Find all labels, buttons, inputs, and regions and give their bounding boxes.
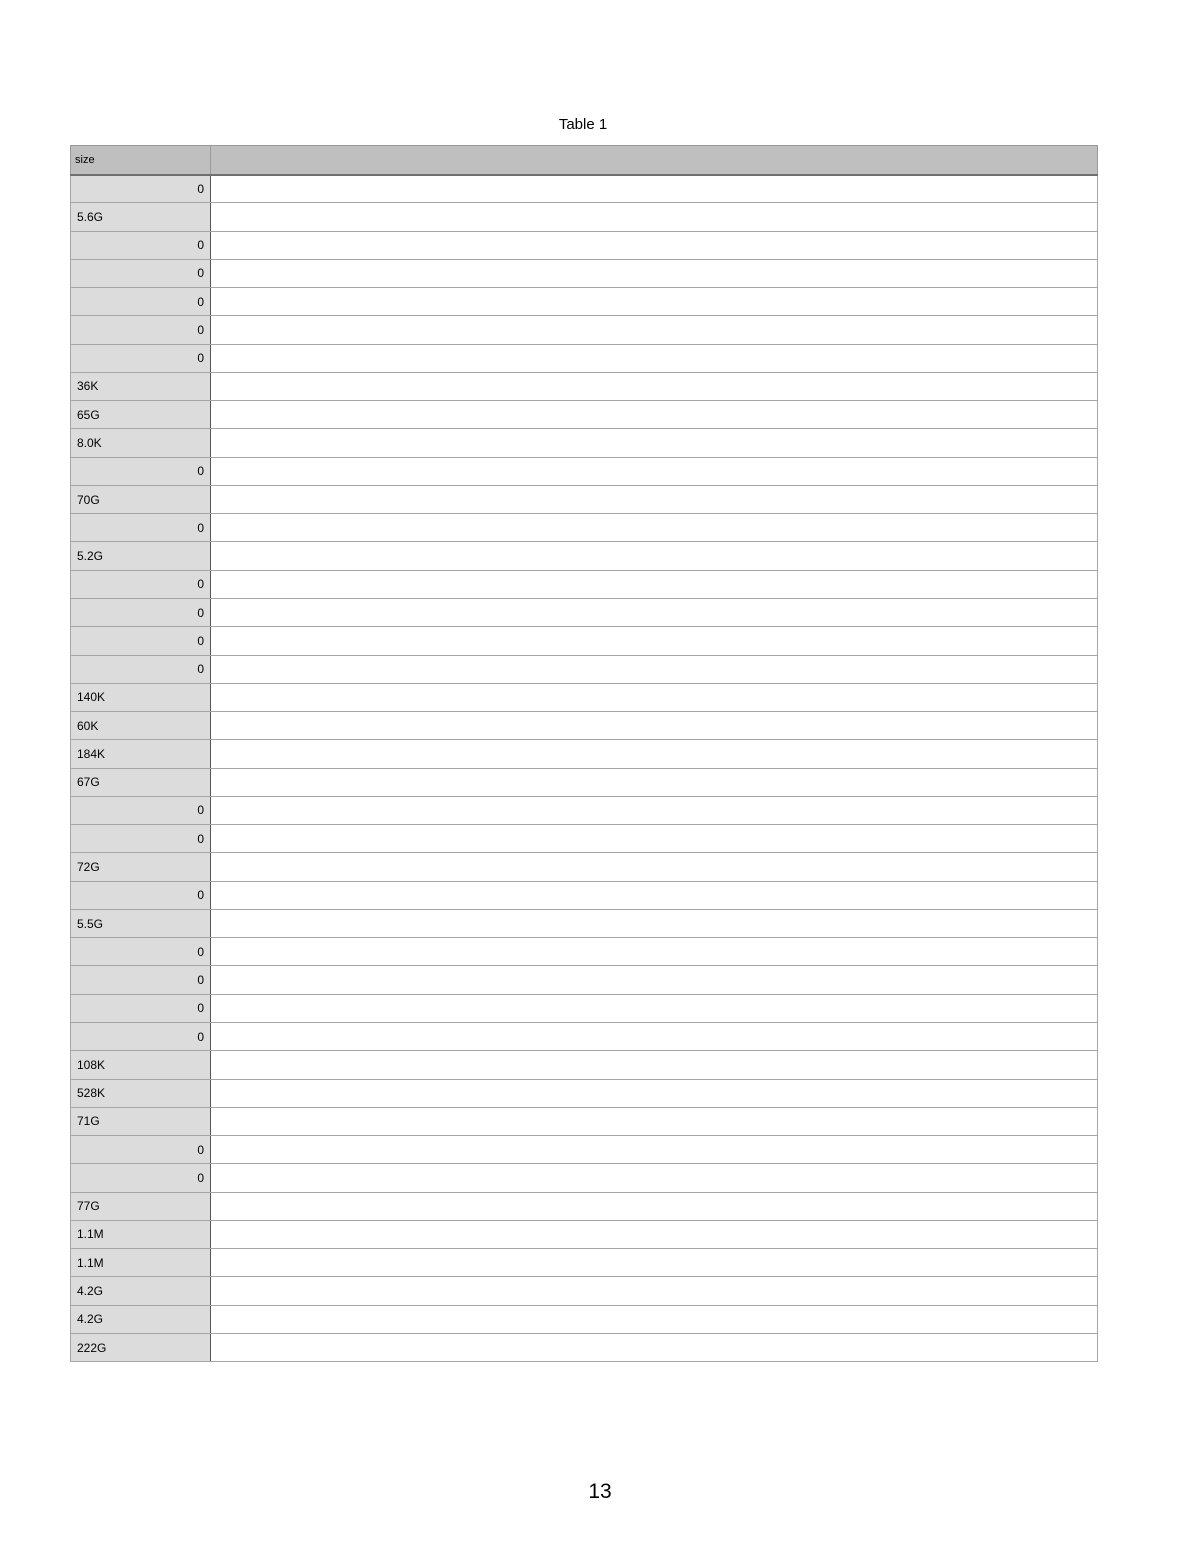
table-row [71, 994, 1098, 1022]
empty-cell [211, 288, 1098, 316]
table-row [71, 1192, 1098, 1220]
empty-cell [211, 627, 1098, 655]
empty-cell [211, 1305, 1098, 1333]
empty-cell [211, 966, 1098, 994]
table-row [71, 966, 1098, 994]
size-cell: 77G [71, 1192, 211, 1220]
empty-cell [211, 1333, 1098, 1361]
empty-cell [211, 1220, 1098, 1248]
table-row [71, 909, 1098, 937]
empty-cell [211, 1277, 1098, 1305]
empty-cell [211, 853, 1098, 881]
empty-cell [211, 372, 1098, 400]
empty-cell [211, 259, 1098, 287]
table-row [71, 683, 1098, 711]
size-cell: 0 [71, 514, 211, 542]
size-cell: 0 [71, 457, 211, 485]
table-row [71, 1333, 1098, 1361]
empty-cell [211, 909, 1098, 937]
empty-cell [211, 825, 1098, 853]
table-row [71, 1136, 1098, 1164]
table-row [71, 203, 1098, 231]
empty-cell [211, 175, 1098, 203]
table-row [71, 259, 1098, 287]
table-row [71, 1107, 1098, 1135]
size-cell: 71G [71, 1107, 211, 1135]
table-row [71, 1277, 1098, 1305]
empty-cell [211, 598, 1098, 626]
size-cell: 0 [71, 938, 211, 966]
empty-cell [211, 1136, 1098, 1164]
header-size: size [71, 146, 211, 175]
empty-cell [211, 740, 1098, 768]
table-row [71, 938, 1098, 966]
empty-cell [211, 712, 1098, 740]
empty-cell [211, 231, 1098, 259]
table-row [71, 712, 1098, 740]
size-cell: 0 [71, 344, 211, 372]
size-cell: 0 [71, 598, 211, 626]
size-cell: 0 [71, 796, 211, 824]
size-cell: 0 [71, 259, 211, 287]
size-cell: 5.5G [71, 909, 211, 937]
size-cell: 0 [71, 825, 211, 853]
table-row [71, 457, 1098, 485]
table-row [71, 429, 1098, 457]
size-cell: 0 [71, 627, 211, 655]
table-body [71, 175, 1098, 1362]
table-row [71, 825, 1098, 853]
size-cell: 0 [71, 288, 211, 316]
table-row [71, 655, 1098, 683]
table-row [71, 1022, 1098, 1050]
table-row [71, 316, 1098, 344]
size-cell: 0 [71, 175, 211, 203]
size-cell: 1.1M [71, 1249, 211, 1277]
size-cell: 0 [71, 966, 211, 994]
empty-cell [211, 401, 1098, 429]
table-row [71, 1079, 1098, 1107]
empty-cell [211, 344, 1098, 372]
table-row [71, 514, 1098, 542]
size-cell: 222G [71, 1333, 211, 1361]
table-header-row [71, 146, 1098, 175]
size-cell: 5.2G [71, 542, 211, 570]
table-row [71, 1249, 1098, 1277]
table-row [71, 1220, 1098, 1248]
empty-cell [211, 1022, 1098, 1050]
table-row [71, 796, 1098, 824]
table-row [71, 231, 1098, 259]
empty-cell [211, 1051, 1098, 1079]
size-cell: 4.2G [71, 1277, 211, 1305]
table-row [71, 1305, 1098, 1333]
table-row [71, 401, 1098, 429]
size-table [70, 145, 1098, 1362]
table-row [71, 627, 1098, 655]
size-cell: 184K [71, 740, 211, 768]
size-cell: 4.2G [71, 1305, 211, 1333]
size-cell: 0 [71, 1022, 211, 1050]
table-row [71, 740, 1098, 768]
empty-cell [211, 768, 1098, 796]
table-row [71, 598, 1098, 626]
empty-cell [211, 881, 1098, 909]
table-row [71, 853, 1098, 881]
empty-cell [211, 203, 1098, 231]
empty-cell [211, 570, 1098, 598]
empty-cell [211, 683, 1098, 711]
header-blank [211, 146, 1098, 175]
size-cell: 60K [71, 712, 211, 740]
table-row [71, 570, 1098, 598]
size-cell: 5.6G [71, 203, 211, 231]
size-cell: 0 [71, 1136, 211, 1164]
size-cell: 0 [71, 231, 211, 259]
empty-cell [211, 1164, 1098, 1192]
table-row [71, 542, 1098, 570]
empty-cell [211, 994, 1098, 1022]
table-row [71, 288, 1098, 316]
size-cell: 1.1M [71, 1220, 211, 1248]
size-cell: 0 [71, 655, 211, 683]
empty-cell [211, 429, 1098, 457]
empty-cell [211, 1192, 1098, 1220]
table-row [71, 1164, 1098, 1192]
empty-cell [211, 1249, 1098, 1277]
size-cell: 67G [71, 768, 211, 796]
size-cell: 108K [71, 1051, 211, 1079]
empty-cell [211, 485, 1098, 513]
table-row [71, 485, 1098, 513]
page-number: 13 [588, 1480, 612, 1503]
table-row [71, 175, 1098, 203]
table-row [71, 372, 1098, 400]
size-cell: 36K [71, 372, 211, 400]
empty-cell [211, 938, 1098, 966]
size-cell: 70G [71, 485, 211, 513]
empty-cell [211, 655, 1098, 683]
empty-cell [211, 316, 1098, 344]
table-row [71, 1051, 1098, 1079]
size-cell: 0 [71, 881, 211, 909]
table-title: Table 1 [558, 116, 608, 133]
empty-cell [211, 796, 1098, 824]
empty-cell [211, 542, 1098, 570]
size-cell: 65G [71, 401, 211, 429]
empty-cell [211, 457, 1098, 485]
empty-cell [211, 1079, 1098, 1107]
size-cell: 140K [71, 683, 211, 711]
size-cell: 0 [71, 316, 211, 344]
size-cell: 0 [71, 570, 211, 598]
table-row [71, 344, 1098, 372]
size-cell: 0 [71, 1164, 211, 1192]
empty-cell [211, 514, 1098, 542]
size-cell: 0 [71, 994, 211, 1022]
size-cell: 528K [71, 1079, 211, 1107]
empty-cell [211, 1107, 1098, 1135]
table-row [71, 881, 1098, 909]
size-cell: 8.0K [71, 429, 211, 457]
table-row [71, 768, 1098, 796]
size-cell: 72G [71, 853, 211, 881]
